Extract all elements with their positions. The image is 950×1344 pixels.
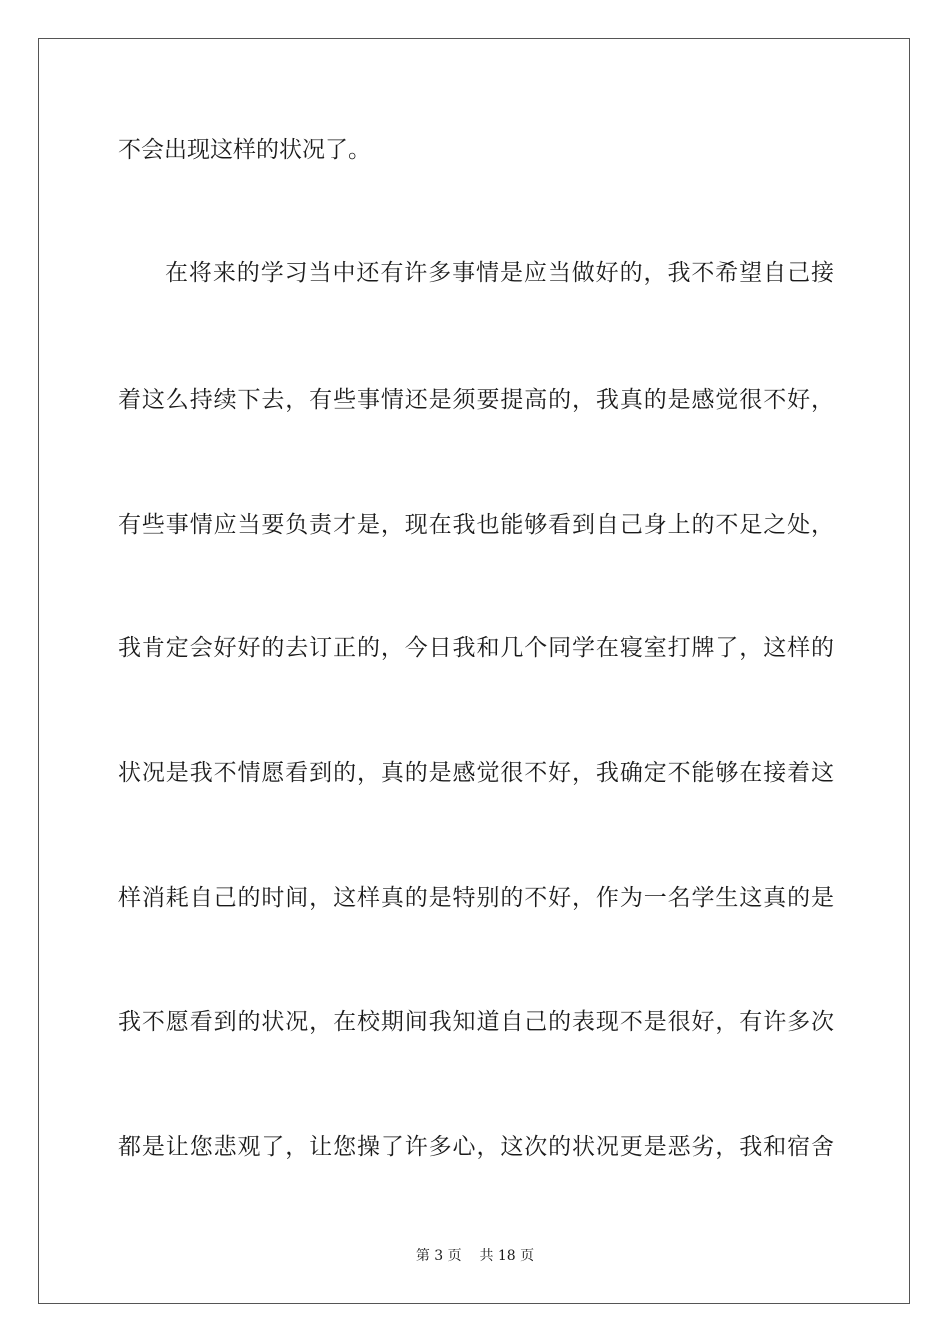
page-frame (38, 38, 910, 1304)
text-line-6: 状况是我不情愿看到的，真的是感觉很不好，我确定不能够在接着这 (118, 760, 834, 786)
page-footer (0, 1246, 950, 1266)
text-line-9: 都是让您悲观了，让您操了许多心，这次的状况更是恶劣，我和宿舍 (118, 1134, 834, 1160)
page-number: 第 3 页 (415, 1248, 462, 1264)
text-line-3: 着这么持续下去，有些事情还是须要提高的，我真的是感觉很不好， (118, 387, 834, 413)
text-line-4: 有些事情应当要负责才是，现在我也能够看到自己身上的不足之处， (118, 512, 834, 538)
text-line-7: 样消耗自己的时间，这样真的是特别的不好，作为一名学生这真的是 (118, 885, 834, 911)
text-line-1: 不会出现这样的状况了。 (118, 137, 371, 163)
page-total: 共 18 页 (479, 1248, 535, 1264)
text-line-2-paragraph-start: 在将来的学习当中还有许多事情是应当做好的，我不希望自己接 (165, 260, 834, 286)
text-line-8: 我不愿看到的状况，在校期间我知道自己的表现不是很好，有许多次 (118, 1009, 834, 1035)
text-line-5: 我肯定会好好的去订正的，今日我和几个同学在寝室打牌了，这样的 (118, 635, 834, 661)
